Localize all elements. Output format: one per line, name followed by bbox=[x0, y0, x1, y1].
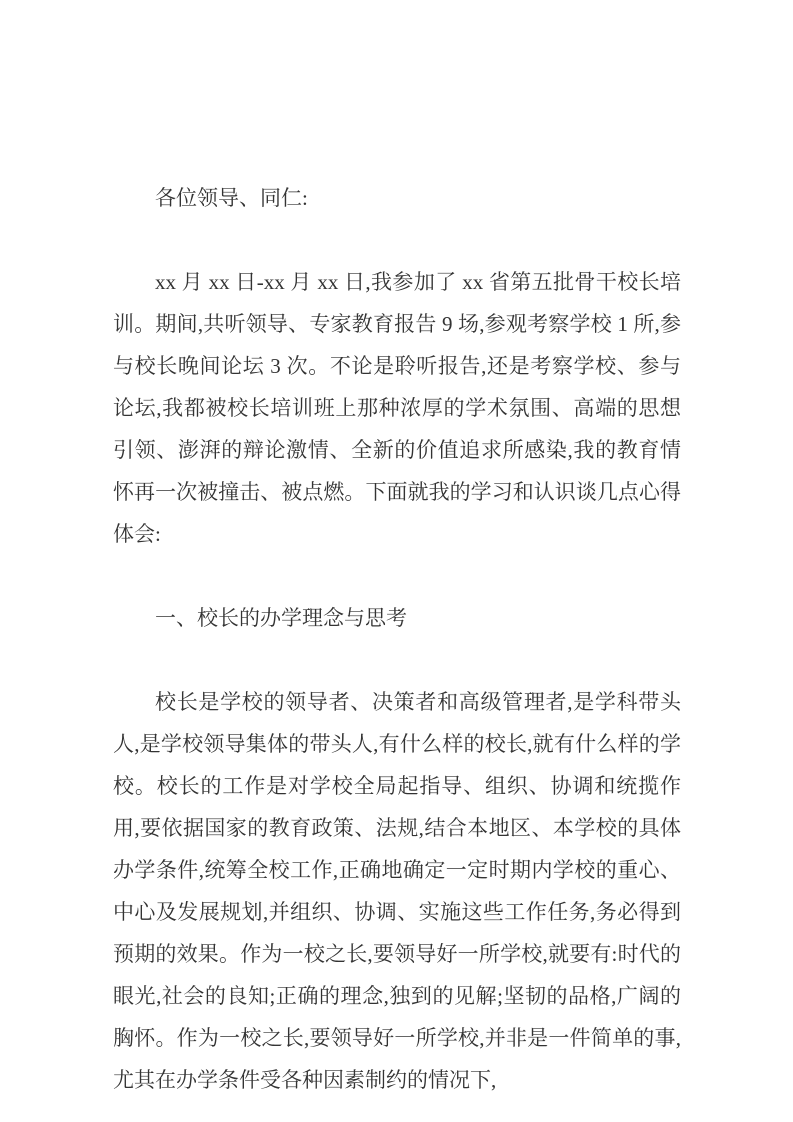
section-heading-1: 一、校长的办学理念与思考 bbox=[155, 606, 407, 630]
salutation-line: 各位领导、同仁: bbox=[155, 186, 308, 210]
paragraph-principal-role: 校长是学校的领导者、决策者和高级管理者,是学科带头人,是学校领导集体的带头人,有什么样的校长,就有什么样的学校。校长的工作是对学校全局起指导、组织、协调和统揽作用,要依据国家的教育政策、法规,结合本地区、本学校的具体办学条件,统筹全校工作,正确地确定一定时期内学校的重心、中心及发展规划,并组织、协调、实施这些工作任务,务必得到预期的效果。作为一校之长,要领导好一所学校,就要有:时代的眼光,社会的良知;正确的理念,独到的见解;坚韧的品格,广阔的胸怀。作为一校之长,要领导好一所学校,并非是一件简单的事,尤其在办学条件受各种因素制约的情况下, bbox=[113, 690, 681, 1092]
paragraph-training-overview: xx 月 xx 日-xx 月 xx 日,我参加了 xx 省第五批骨干校长培训。期间,共听领导、专家教育报告 9 场,参观考察学校 1 所,参与校长晚间论坛 3 次。不论是聆听报告,还是考察学校、参与论坛,我都被校长培训班上那种浓厚的学术氛围、高端的思想引领、澎湃的辩论激情、全新的价值追求所感染,我的教育情怀再一次被撞击、被点燃。下面就我的学习和认识谈几点心得体会: bbox=[113, 270, 681, 546]
